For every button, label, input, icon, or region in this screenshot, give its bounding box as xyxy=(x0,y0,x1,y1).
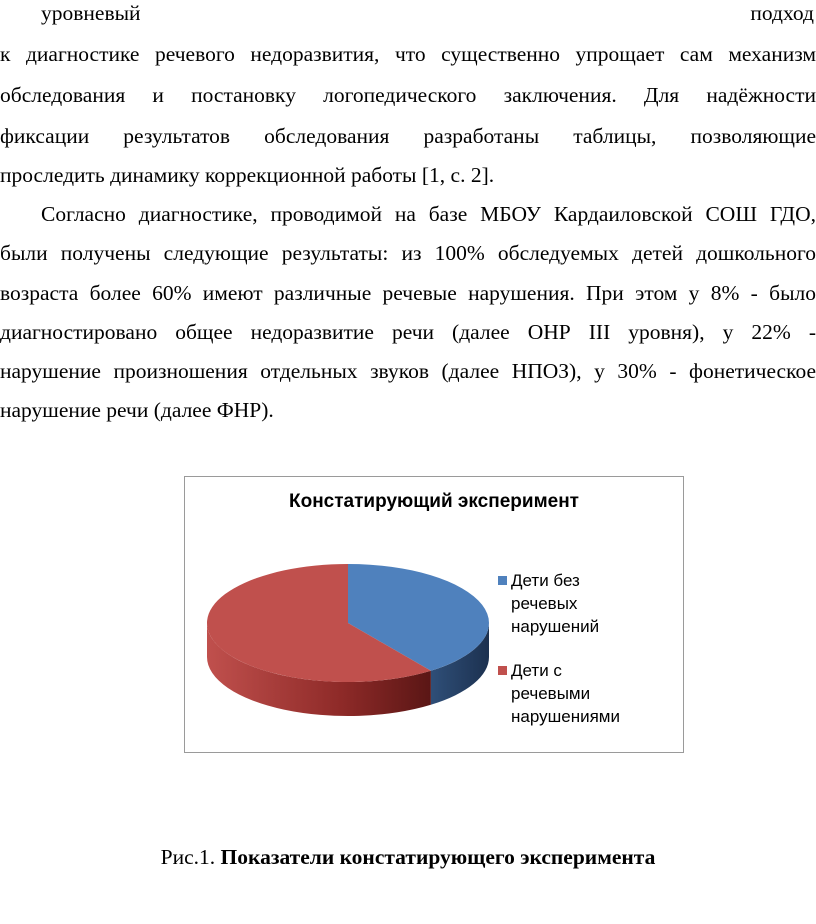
paragraph-2-line-6: нарушение речи (далее ФНР). xyxy=(0,398,274,422)
caption-prefix: Рис.1. xyxy=(160,845,216,869)
figure-caption xyxy=(0,840,816,874)
paragraph-1-line-4: фиксации результатов обследования разработаны таблицы, позволяющие xyxy=(0,124,816,148)
paragraph-2-line-3: возраста более 60% имеют различные речевые нарушения. При этом у 8% - было xyxy=(0,281,816,305)
paragraph-2-line-4: диагностировано общее недоразвитие речи (далее ОНР III уровня), у 22% - xyxy=(0,320,816,344)
paragraph-1-line-1 xyxy=(0,0,816,30)
word-left: уровневый xyxy=(41,1,141,25)
legend-line: речевыми xyxy=(511,684,591,703)
paragraph-1-line-3: обследования и постановку логопедического заключения. Для надёжности xyxy=(0,83,816,107)
paragraph-2-line-5: нарушение произношения отдельных звуков (далее НПОЗ), у 30% - фонетическое xyxy=(0,359,816,383)
word-right: подход xyxy=(750,1,814,25)
caption-title: Показатели констатирующего эксперимента xyxy=(220,845,656,869)
legend-line: нарушений xyxy=(511,617,600,636)
paragraph-2-line-2: были получены следующие результаты: из 100% обследуемых детей дошкольного xyxy=(0,241,816,265)
paragraph-1-line-5: проследить динамику коррекционной работы [1, с. 2]. xyxy=(0,163,495,187)
legend-swatch-red xyxy=(498,666,507,675)
legend-item-with-disorders xyxy=(511,659,679,728)
pie-chart xyxy=(184,476,684,753)
legend-line: Дети с xyxy=(511,661,562,680)
chart-title: Констатирующий эксперимент xyxy=(289,491,579,512)
legend-line: Дети без xyxy=(511,571,580,590)
legend-line: речевых xyxy=(511,594,578,613)
legend-swatch-blue xyxy=(498,576,507,585)
legend-item-no-disorders xyxy=(511,569,679,638)
legend-line: нарушениями xyxy=(511,707,620,726)
paragraph-2-line-1: Согласно диагностике, проводимой на базе МБОУ Кардаиловской СОШ ГДО, xyxy=(41,202,816,226)
paragraph-1-line-2: к диагностике речевого недоразвития, что существенно упрощает сам механизм xyxy=(0,42,816,66)
